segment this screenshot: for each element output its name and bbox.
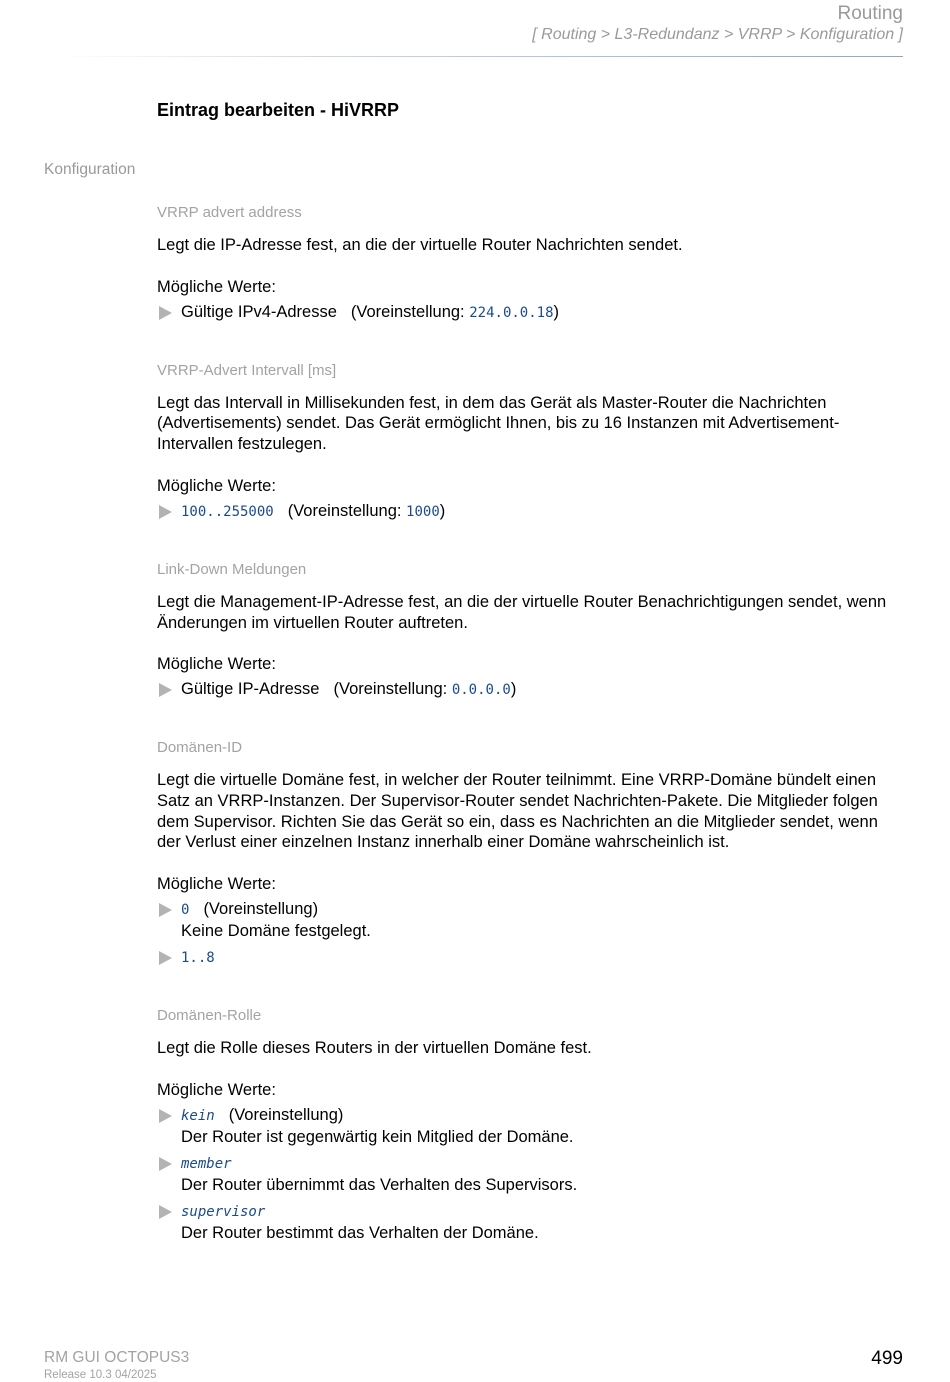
- triangle-bullet-icon: [159, 903, 172, 917]
- value-code: supervisor: [181, 1203, 266, 1220]
- parameter-section: [157, 361, 905, 523]
- possible-value-line: [181, 1105, 905, 1127]
- possible-value-item: [157, 899, 905, 942]
- possible-value-line: [181, 1201, 905, 1223]
- footer-product: RM GUI OCTOPUS3: [44, 1349, 190, 1366]
- possible-value-item: [157, 947, 905, 969]
- default-suffix: ): [553, 302, 560, 321]
- possible-value-line: [181, 679, 905, 701]
- possible-values-label: Mögliche Werte:: [157, 277, 276, 296]
- header-title: Routing: [837, 3, 903, 24]
- possible-values-list: [157, 679, 905, 701]
- default-value: 224.0.0.18: [469, 304, 554, 321]
- triangle-bullet-icon: [159, 683, 172, 697]
- value-text: Gültige IP-Adresse: [181, 680, 320, 699]
- value-code: 0: [181, 902, 190, 919]
- side-label: Konfiguration: [44, 161, 136, 178]
- value-detail: Der Router bestimmt das Verhalten der Domäne.: [181, 1223, 539, 1242]
- default-prefix: (Voreinstellung:: [287, 501, 407, 520]
- footer-release: Release 10.3 04/2025: [44, 1369, 157, 1381]
- default-prefix: (Voreinstellung:: [350, 302, 470, 321]
- value-code: 1..8: [181, 950, 215, 967]
- value-text: Gültige IPv4-Adresse: [181, 302, 337, 321]
- parameter-description: Legt das Intervall in Millisekunden fest, in dem das Gerät als Master-Router die Nachrichten (Advertisements) sendet. Das Gerät ermöglicht Ihnen, bis zu 16 Instanzen mit Advertisement-Intervallen festzulegen.: [157, 393, 840, 454]
- value-detail: Der Router übernimmt das Verhalten des Supervisors.: [181, 1175, 578, 1194]
- parameter-name: VRRP-Advert Intervall [ms]: [157, 361, 337, 379]
- parameter-section: [157, 560, 905, 701]
- parameter-description: Legt die Rolle dieses Routers in der virtuellen Domäne fest.: [157, 1039, 592, 1058]
- possible-value-line: [181, 501, 905, 523]
- value-code: 100..255000: [181, 503, 274, 520]
- possible-value-item: [157, 679, 905, 701]
- triangle-bullet-icon: [159, 1205, 172, 1219]
- default-note: (Voreinstellung): [228, 1105, 344, 1124]
- default-prefix: (Voreinstellung:: [333, 680, 452, 699]
- parameter-list: [157, 203, 905, 1281]
- value-code: kein: [181, 1107, 215, 1124]
- value-code: member: [181, 1155, 232, 1172]
- default-value: 0.0.0.0: [451, 682, 511, 699]
- breadcrumb: [ Routing > L3-Redundanz > VRRP > Konfiguration ]: [532, 26, 903, 43]
- possible-value-line: [181, 899, 905, 921]
- possible-values-list: [157, 501, 905, 523]
- header-divider: [60, 56, 903, 57]
- triangle-bullet-icon: [159, 505, 172, 519]
- triangle-bullet-icon: [159, 306, 172, 320]
- page-title: Eintrag bearbeiten - HiVRRP: [157, 100, 400, 120]
- default-note: (Voreinstellung): [203, 900, 319, 919]
- default-suffix: ): [439, 501, 446, 520]
- parameter-description: Legt die virtuelle Domäne fest, in welcher der Router teilnimmt. Eine VRRP-Domäne bündelt einen Satz an VRRP-Instanzen. Der Supervisor-Router sendet Nachrichten-Pakete. Die Mitglieder folgen dem Supervisor. Richten Sie das Gerät so ein, dass es Nachrichten an die Mitglieder sendet, wenn der Verlust einer einzelnen Instanz innerhalb einer Domäne wahrscheinlich ist.: [157, 771, 878, 852]
- possible-values-label: Mögliche Werte:: [157, 655, 276, 674]
- possible-value-item: [157, 501, 905, 523]
- default-suffix: ): [510, 680, 517, 699]
- parameter-name: VRRP advert address: [157, 204, 302, 221]
- parameter-name: Link-Down Meldungen: [157, 560, 307, 578]
- parameter-section: [157, 203, 905, 324]
- possible-values-label: Mögliche Werte:: [157, 1080, 276, 1099]
- parameter-name: Domänen-ID: [157, 739, 243, 757]
- possible-value-item: [157, 1153, 905, 1196]
- possible-values-label: Mögliche Werte:: [157, 875, 276, 894]
- possible-values-list: [157, 302, 905, 324]
- possible-values-list: [157, 899, 905, 969]
- possible-values-list: [157, 1105, 905, 1244]
- parameter-description: Legt die IP-Adresse fest, an die der virtuelle Router Nachrichten sendet.: [157, 236, 683, 254]
- default-value: 1000: [406, 503, 440, 520]
- value-detail: Der Router ist gegenwärtig kein Mitglied der Domäne.: [181, 1127, 574, 1146]
- triangle-bullet-icon: [159, 1109, 172, 1123]
- possible-value-line: [181, 302, 905, 324]
- possible-value-item: [157, 302, 905, 324]
- possible-values-label: Mögliche Werte:: [157, 476, 276, 495]
- parameter-description: Legt die Management-IP-Adresse fest, an die der virtuelle Router Benachrichtigungen sendet, wenn Änderungen im virtuellen Router auftreten.: [157, 592, 887, 632]
- possible-value-item: [157, 1201, 905, 1244]
- possible-value-line: [181, 1153, 905, 1175]
- triangle-bullet-icon: [159, 1157, 172, 1171]
- page-number: 499: [871, 1348, 903, 1369]
- parameter-section: [157, 738, 905, 969]
- value-detail: Keine Domäne festgelegt.: [181, 922, 371, 941]
- parameter-section: [157, 1006, 905, 1244]
- parameter-name: Domänen-Rolle: [157, 1007, 262, 1025]
- possible-value-item: [157, 1105, 905, 1148]
- possible-value-line: [181, 947, 905, 969]
- triangle-bullet-icon: [159, 951, 172, 965]
